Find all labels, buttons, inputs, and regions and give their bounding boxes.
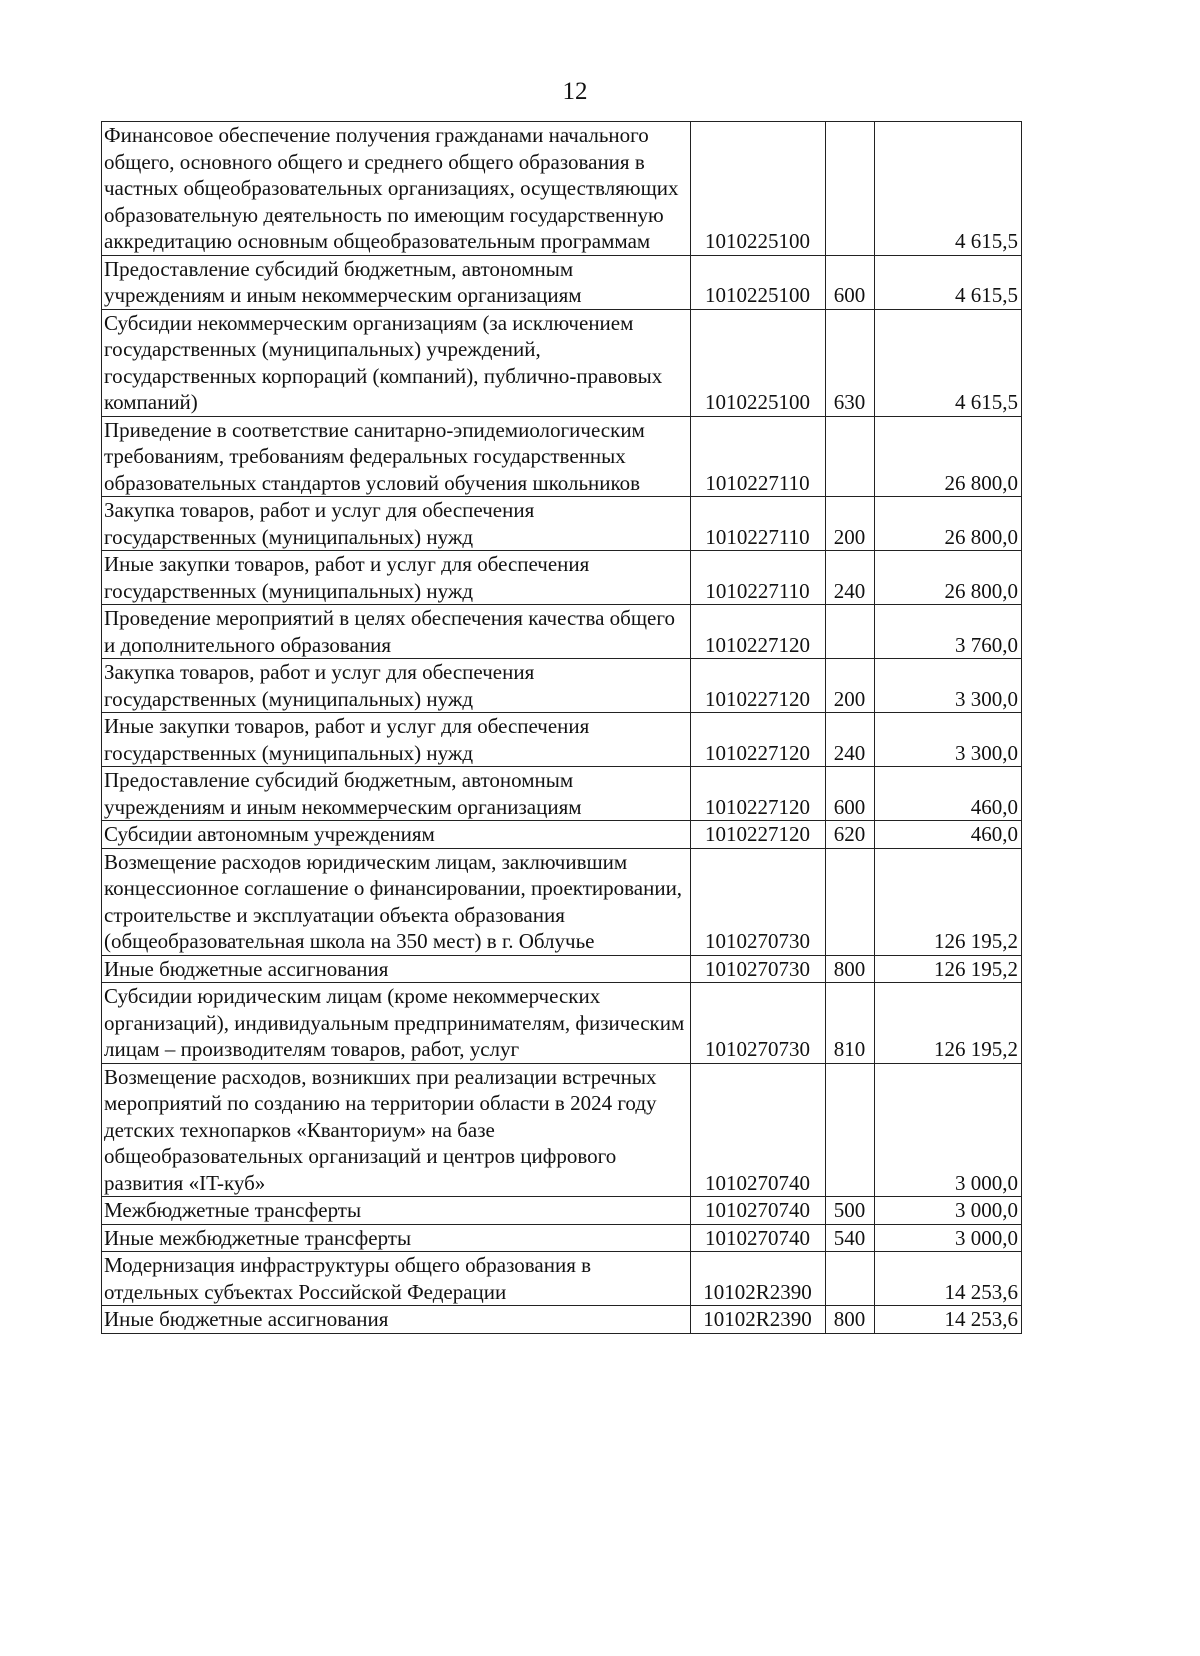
row-code-cell: 1010227120 (691, 821, 826, 849)
row-name-cell: Закупка товаров, работ и услуг для обеспечения государственных (муниципальных) нужд (102, 497, 691, 551)
table-row (102, 309, 1022, 416)
row-amount-cell: 3 760,0 (875, 605, 1022, 659)
row-code-cell: 1010270730 (691, 983, 826, 1064)
row-name-cell: Приведение в соответствие санитарно-эпидемиологическим требованиям, требованиям федеральных государственных образовательных стандартов условий обучения школьников (102, 416, 691, 497)
row-code-cell: 1010225100 (691, 255, 826, 309)
row-amount-cell: 3 000,0 (875, 1224, 1022, 1252)
row-amount-cell: 126 195,2 (875, 848, 1022, 955)
row-amount-cell: 26 800,0 (875, 416, 1022, 497)
row-code-cell: 1010270740 (691, 1197, 826, 1225)
row-code-cell: 1010270730 (691, 848, 826, 955)
row-expense-type-cell: 600 (826, 767, 875, 821)
row-expense-type-cell: 800 (826, 955, 875, 983)
table-row (102, 821, 1022, 849)
row-amount-cell: 3 000,0 (875, 1197, 1022, 1225)
table-row (102, 983, 1022, 1064)
row-name-cell: Межбюджетные трансферты (102, 1197, 691, 1225)
budget-table (101, 121, 1022, 1334)
row-name-cell: Субсидии некоммерческим организациям (за исключением государственных (муниципальных) учреждений, государственных корпораций (компаний), публично-правовых компаний) (102, 309, 691, 416)
row-expense-type-cell: 540 (826, 1224, 875, 1252)
row-name-cell: Предоставление субсидий бюджетным, автономным учреждениям и иным некоммерческим организациям (102, 767, 691, 821)
row-code-cell: 1010227120 (691, 767, 826, 821)
row-code-cell: 1010227120 (691, 713, 826, 767)
row-code-cell: 1010270740 (691, 1063, 826, 1197)
row-amount-cell: 14 253,6 (875, 1306, 1022, 1334)
row-code-cell: 1010270740 (691, 1224, 826, 1252)
row-code-cell: 10102R2390 (691, 1252, 826, 1306)
row-name-cell: Предоставление субсидий бюджетным, автономным учреждениям и иным некоммерческим организациям (102, 255, 691, 309)
row-expense-type-cell (826, 605, 875, 659)
row-expense-type-cell (826, 416, 875, 497)
row-amount-cell: 4 615,5 (875, 255, 1022, 309)
row-expense-type-cell (826, 1252, 875, 1306)
row-amount-cell: 3 300,0 (875, 713, 1022, 767)
table-row (102, 1197, 1022, 1225)
table-row (102, 659, 1022, 713)
row-expense-type-cell (826, 1063, 875, 1197)
row-amount-cell: 460,0 (875, 767, 1022, 821)
row-code-cell: 1010227120 (691, 605, 826, 659)
row-expense-type-cell: 810 (826, 983, 875, 1064)
row-name-cell: Субсидии автономным учреждениям (102, 821, 691, 849)
row-name-cell: Иные закупки товаров, работ и услуг для обеспечения государственных (муниципальных) нужд (102, 551, 691, 605)
table-row (102, 605, 1022, 659)
table-row (102, 416, 1022, 497)
row-name-cell: Иные закупки товаров, работ и услуг для обеспечения государственных (муниципальных) нужд (102, 713, 691, 767)
row-name-cell: Возмещение расходов юридическим лицам, заключившим концессионное соглашение о финансировании, проектировании, строительстве и эксплуатации объекта образования (общеобразовательная школа на 350 мест) в г. Облучье (102, 848, 691, 955)
row-amount-cell: 126 195,2 (875, 983, 1022, 1064)
row-amount-cell: 3 000,0 (875, 1063, 1022, 1197)
row-expense-type-cell: 240 (826, 713, 875, 767)
row-amount-cell: 4 615,5 (875, 122, 1022, 256)
row-code-cell: 10102R2390 (691, 1306, 826, 1334)
row-expense-type-cell (826, 122, 875, 256)
row-expense-type-cell: 200 (826, 497, 875, 551)
table-row (102, 1252, 1022, 1306)
row-code-cell: 1010270730 (691, 955, 826, 983)
row-expense-type-cell: 200 (826, 659, 875, 713)
table-row (102, 1306, 1022, 1334)
row-expense-type-cell: 800 (826, 1306, 875, 1334)
budget-table-body (102, 122, 1022, 1334)
table-row (102, 255, 1022, 309)
table-row (102, 497, 1022, 551)
row-amount-cell: 460,0 (875, 821, 1022, 849)
row-amount-cell: 26 800,0 (875, 551, 1022, 605)
row-amount-cell: 126 195,2 (875, 955, 1022, 983)
page-number: 12 (562, 78, 588, 105)
table-row (102, 848, 1022, 955)
row-amount-cell: 26 800,0 (875, 497, 1022, 551)
row-amount-cell: 14 253,6 (875, 1252, 1022, 1306)
row-name-cell: Закупка товаров, работ и услуг для обеспечения государственных (муниципальных) нужд (102, 659, 691, 713)
row-expense-type-cell (826, 848, 875, 955)
row-expense-type-cell: 630 (826, 309, 875, 416)
table-row (102, 955, 1022, 983)
row-code-cell: 1010227120 (691, 659, 826, 713)
row-name-cell: Финансовое обеспечение получения гражданами начального общего, основного общего и среднего общего образования в частных общеобразовательных организациях, осуществляющих образовательную деятельность по имеющим государственную аккредитацию основным общеобразовательным программам (102, 122, 691, 256)
row-amount-cell: 4 615,5 (875, 309, 1022, 416)
table-row (102, 713, 1022, 767)
row-expense-type-cell: 600 (826, 255, 875, 309)
row-expense-type-cell: 620 (826, 821, 875, 849)
row-code-cell: 1010227110 (691, 551, 826, 605)
row-expense-type-cell: 500 (826, 1197, 875, 1225)
row-code-cell: 1010227110 (691, 416, 826, 497)
row-expense-type-cell: 240 (826, 551, 875, 605)
row-code-cell: 1010227110 (691, 497, 826, 551)
table-row (102, 1063, 1022, 1197)
row-name-cell: Модернизация инфраструктуры общего образования в отдельных субъектах Российской Федерации (102, 1252, 691, 1306)
row-amount-cell: 3 300,0 (875, 659, 1022, 713)
row-name-cell: Иные межбюджетные трансферты (102, 1224, 691, 1252)
row-name-cell: Возмещение расходов, возникших при реализации встречных мероприятий по созданию на территории области в 2024 году детских технопарков «Кванториум» на базе общеобразовательных организаций и центров цифрового развития «IT-куб» (102, 1063, 691, 1197)
row-name-cell: Иные бюджетные ассигнования (102, 955, 691, 983)
row-code-cell: 1010225100 (691, 309, 826, 416)
row-code-cell: 1010225100 (691, 122, 826, 256)
row-name-cell: Иные бюджетные ассигнования (102, 1306, 691, 1334)
table-row (102, 122, 1022, 256)
table-row (102, 551, 1022, 605)
row-name-cell: Субсидии юридическим лицам (кроме некоммерческих организаций), индивидуальным предпринимателям, физическим лицам – производителям товаров, работ, услуг (102, 983, 691, 1064)
table-row (102, 767, 1022, 821)
table-row (102, 1224, 1022, 1252)
row-name-cell: Проведение мероприятий в целях обеспечения качества общего и дополнительного образования (102, 605, 691, 659)
